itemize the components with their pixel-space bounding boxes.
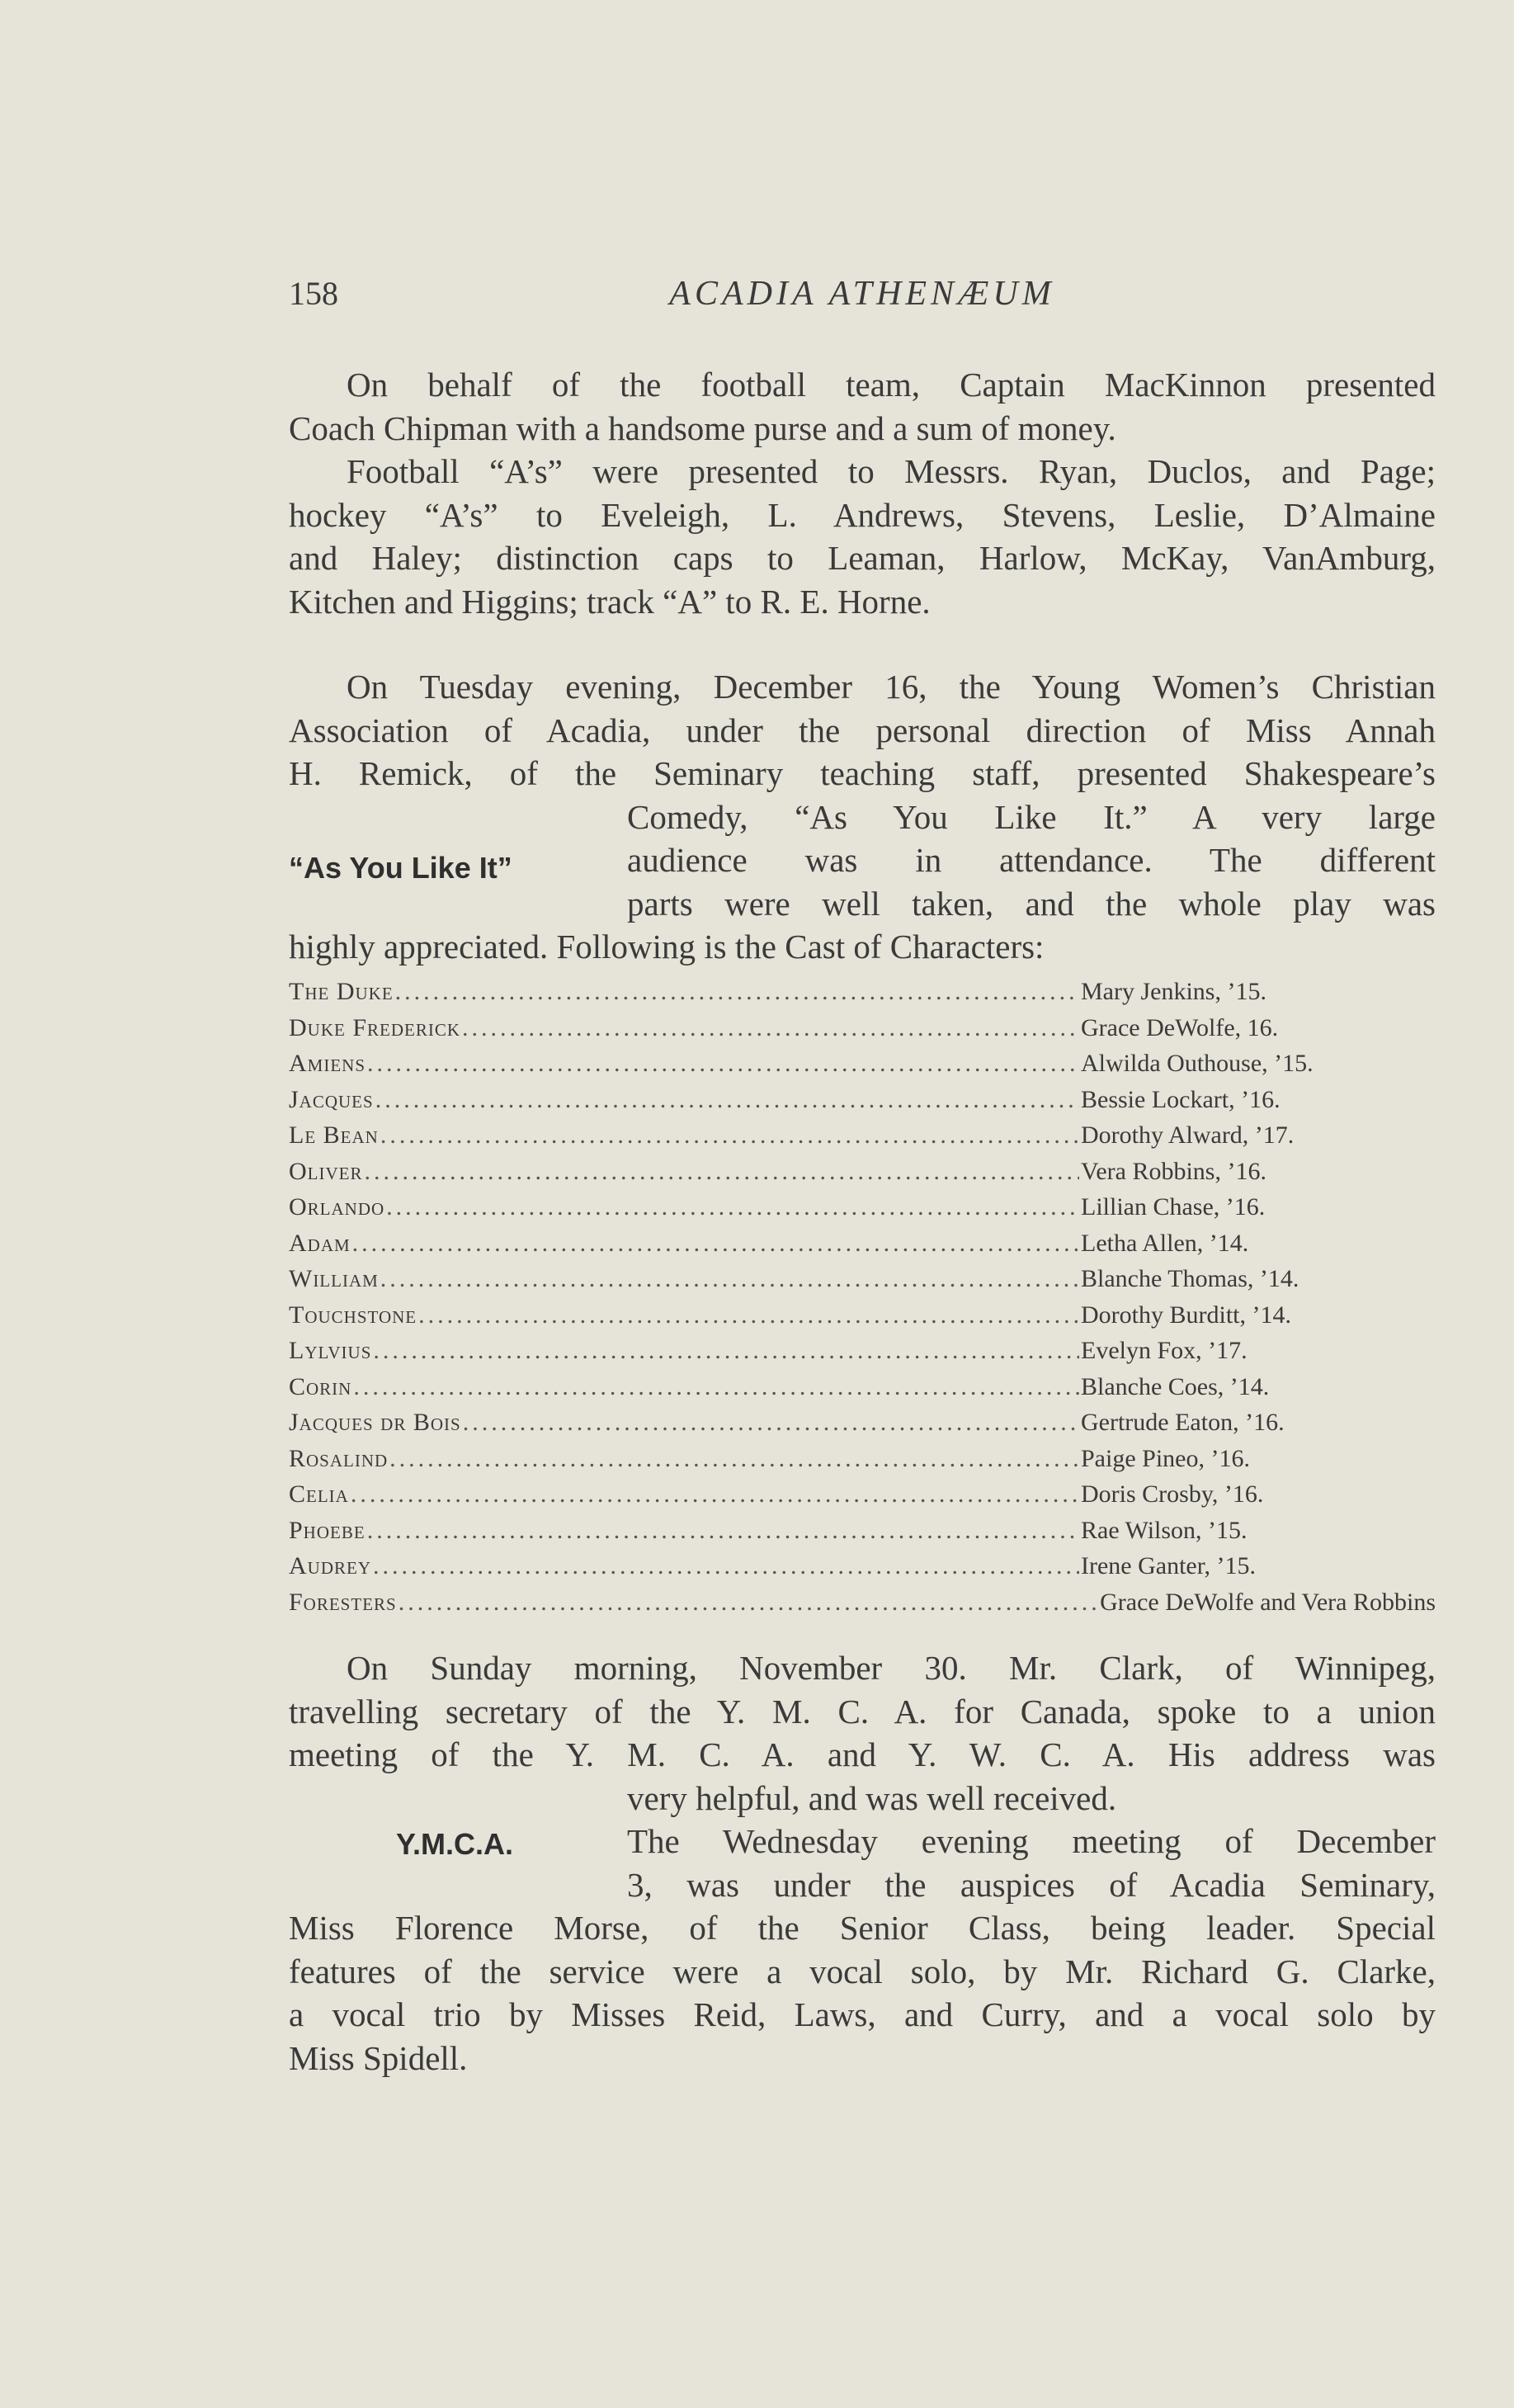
page-header xyxy=(289,274,1436,323)
text-line: Kitchen and Higgins; track “A” to R. E. Horne. xyxy=(289,582,931,621)
cast-row xyxy=(289,1476,1436,1513)
cast-role: Oliver xyxy=(289,1157,363,1185)
cast-row xyxy=(289,1154,1436,1190)
cast-row xyxy=(289,1333,1436,1369)
cast-actor: Irene Ganter, ’15. xyxy=(1081,1552,1257,1579)
text-line: Football “A’s” were presented to Messrs. Ryan, Duclos, and Page; xyxy=(347,452,1436,490)
cast-actor: Vera Robbins, ’16. xyxy=(1081,1157,1266,1185)
running-title: ACADIA ATHENÆUM xyxy=(669,275,1055,313)
cast-actor: Grace DeWolfe, 16. xyxy=(1081,1013,1279,1041)
paragraph-play xyxy=(289,665,1436,969)
cast-row xyxy=(289,1548,1436,1584)
text-line: On Tuesday evening, December 16, the Young Women’s Christian xyxy=(347,668,1436,706)
text-line: On Sunday morning, November 30. Mr. Clark, of Winnipeg, xyxy=(347,1649,1436,1687)
cast-row xyxy=(289,1297,1436,1334)
text-line: The Wednesday evening meeting of December xyxy=(627,1822,1436,1860)
cast-list xyxy=(289,974,1436,1620)
cast-actor: Gertrude Eaton, ’16. xyxy=(1081,1409,1285,1436)
cast-actor: Mary Jenkins, ’15. xyxy=(1081,978,1266,1005)
text-line: Miss Florence Morse, of the Senior Class, being leader. Special xyxy=(289,1909,1436,1947)
cast-role: Orlando xyxy=(289,1193,385,1221)
cast-row xyxy=(289,1225,1436,1262)
text-line: hockey “A’s” to Eveleigh, L. Andrews, Stevens, Leslie, D’Almaine xyxy=(289,495,1436,534)
text-line: 3, was under the auspices of Acadia Seminary, xyxy=(627,1865,1436,1904)
cast-actor: Rae Wilson, ’15. xyxy=(1081,1516,1248,1544)
cast-actor: Doris Crosby, ’16. xyxy=(1081,1480,1264,1508)
text-line: parts were well taken, and the whole play was xyxy=(627,884,1436,923)
cast-role: Adam xyxy=(289,1229,351,1257)
side-heading: “As You Like It” xyxy=(289,850,512,885)
text-line: highly appreciated. Following is the Cast of Characters: xyxy=(289,928,1045,966)
side-heading-block xyxy=(289,796,1436,926)
cast-row xyxy=(289,1189,1436,1225)
text-line: On behalf of the football team, Captain MacKinnon presented xyxy=(347,366,1436,404)
cast-role: Amiens xyxy=(289,1050,366,1077)
cast-actor: Dorothy Burditt, ’14. xyxy=(1081,1301,1291,1329)
cast-actor: Alwilda Outhouse, ’15. xyxy=(1081,1050,1314,1077)
cast-role: Jacques dr Bois xyxy=(289,1409,461,1436)
cast-role: The Duke xyxy=(289,978,394,1005)
text-line: a vocal trio by Misses Reid, Laws, and Curry, and a vocal solo by xyxy=(289,1995,1436,2033)
cast-row xyxy=(289,1441,1436,1477)
cast-actor: Grace DeWolfe and Vera Robbins xyxy=(1100,1588,1436,1616)
cast-actor: Evelyn Fox, ’17. xyxy=(1081,1337,1248,1364)
cast-role: Audrey xyxy=(289,1552,371,1579)
cast-role: Jacques xyxy=(289,1085,374,1113)
cast-row xyxy=(289,1584,1436,1621)
cast-actor: Paige Pineo, ’16. xyxy=(1081,1444,1250,1472)
text-line: very helpful, and was well received. xyxy=(627,1778,1117,1817)
cast-row xyxy=(289,1261,1436,1297)
cast-row xyxy=(289,1369,1436,1405)
cast-actor: Lillian Chase, ’16. xyxy=(1081,1193,1266,1221)
cast-role: Phoebe xyxy=(289,1516,366,1544)
cast-row xyxy=(289,1082,1436,1118)
cast-row xyxy=(289,1117,1436,1154)
paragraph-awards xyxy=(289,363,1436,623)
cast-role: Corin xyxy=(289,1372,352,1400)
cast-role: Rosalind xyxy=(289,1444,389,1472)
text-line: Miss Spidell. xyxy=(289,2038,468,2077)
cast-role: Touchstone xyxy=(289,1301,417,1329)
text-line: travelling secretary of the Y. M. C. A. for Canada, spoke to a union xyxy=(289,1692,1436,1730)
cast-row xyxy=(289,1513,1436,1549)
text-line: Coach Chipman with a handsome purse and a sum of money. xyxy=(289,408,1116,447)
cast-row xyxy=(289,1046,1436,1082)
text-line: Comedy, “As You Like It.” A very large xyxy=(627,797,1436,836)
page-number: 158 xyxy=(289,275,338,312)
cast-row xyxy=(289,1405,1436,1441)
cast-role: Duke Frederick xyxy=(289,1013,461,1041)
paragraph-ymca xyxy=(289,1646,1436,2080)
text-line: meeting of the Y. M. C. A. and Y. W. C. A. His address was xyxy=(289,1735,1436,1773)
cast-role: Lylvius xyxy=(289,1337,372,1364)
cast-actor: Dorothy Alward, ’17. xyxy=(1081,1121,1295,1149)
text-line: and Haley; distinction caps to Leaman, Harlow, McKay, VanAmburg, xyxy=(289,539,1436,577)
cast-row xyxy=(289,1010,1436,1046)
cast-actor: Bessie Lockart, ’16. xyxy=(1081,1085,1281,1113)
side-heading-block xyxy=(289,1777,1436,1907)
text-line: audience was in attendance. The different xyxy=(627,841,1436,879)
side-heading: Y.M.C.A. xyxy=(396,1826,514,1861)
cast-actor: Blanche Coes, ’14. xyxy=(1081,1372,1270,1400)
text-line: Association of Acadia, under the personal direction of Miss Annah xyxy=(289,711,1436,749)
cast-actor: Letha Allen, ’14. xyxy=(1081,1229,1249,1257)
cast-actor: Blanche Thomas, ’14. xyxy=(1081,1265,1299,1292)
cast-row xyxy=(289,974,1436,1010)
text-line: H. Remick, of the Seminary teaching staff, presented Shakespeare’s xyxy=(289,754,1436,792)
cast-role: William xyxy=(289,1265,379,1292)
cast-role: Celia xyxy=(289,1480,349,1508)
cast-role: Foresters xyxy=(289,1588,397,1616)
text-line: features of the service were a vocal solo, by Mr. Richard G. Clarke, xyxy=(289,1952,1436,1990)
cast-role: Le Bean xyxy=(289,1121,379,1149)
